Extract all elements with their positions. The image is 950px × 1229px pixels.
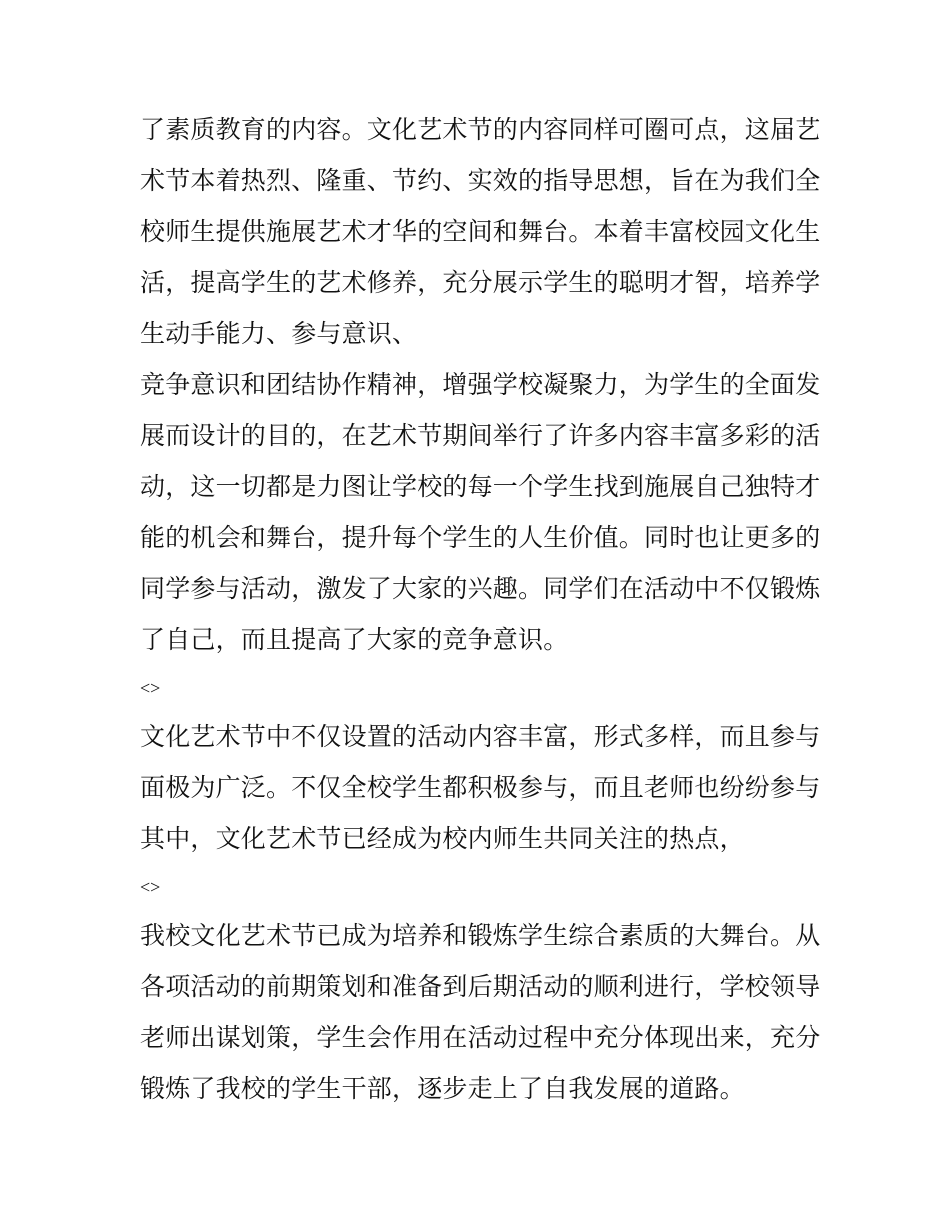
text-line: 动，这一切都是力图让学校的每一个学生找到施展自己独特才 [140,472,821,501]
section-separator: <> [140,877,161,897]
text-line: 锻炼了我校的学生干部，逐步走上了自我发展的道路。 [140,1074,745,1103]
text-line: 其中，文化艺术节已经成为校内师生共同关注的热点， [140,824,745,853]
section-separator: <> [140,678,161,698]
text-line: 校师生提供施展艺术才华的空间和舞台。本着丰富校园文化生 [140,217,821,246]
text-line: 术节本着热烈、隆重、节约、实效的指导思想，旨在为我们全 [140,166,821,195]
text-line: 我校文化艺术节已成为培养和锻炼学生综合素质的大舞台。从 [140,921,821,950]
text-line: 同学参与活动，激发了大家的兴趣。同学们在活动中不仅锻炼 [140,574,821,603]
text-line: 展而设计的目的，在艺术节期间举行了许多内容丰富多彩的活 [140,421,821,450]
text-line: 了自己，而且提高了大家的竞争意识。 [140,625,569,654]
text-line: 面极为广泛。不仅全校学生都积极参与，而且老师也纷纷参与 [140,773,821,802]
text-line: 能的机会和舞台，提升每个学生的人生价值。同时也让更多的 [140,523,821,552]
text-line: 了素质教育的内容。文化艺术节的内容同样可圈可点，这届艺 [140,115,821,144]
text-line: 老师出谋划策，学生会作用在活动过程中充分体现出来，充分 [140,1023,821,1052]
text-line: 生动手能力、参与意识、 [140,319,418,348]
text-line: 文化艺术节中不仅设置的活动内容丰富，形式多样，而且参与 [140,722,821,751]
text-line: 各项活动的前期策划和准备到后期活动的顺利进行，学校领导 [140,972,821,1001]
text-line: 活，提高学生的艺术修养，充分展示学生的聪明才智，培养学 [140,268,821,297]
text-line: 竞争意识和团结协作精神，增强学校凝聚力，为学生的全面发 [140,370,821,399]
document-body [140,104,820,1114]
